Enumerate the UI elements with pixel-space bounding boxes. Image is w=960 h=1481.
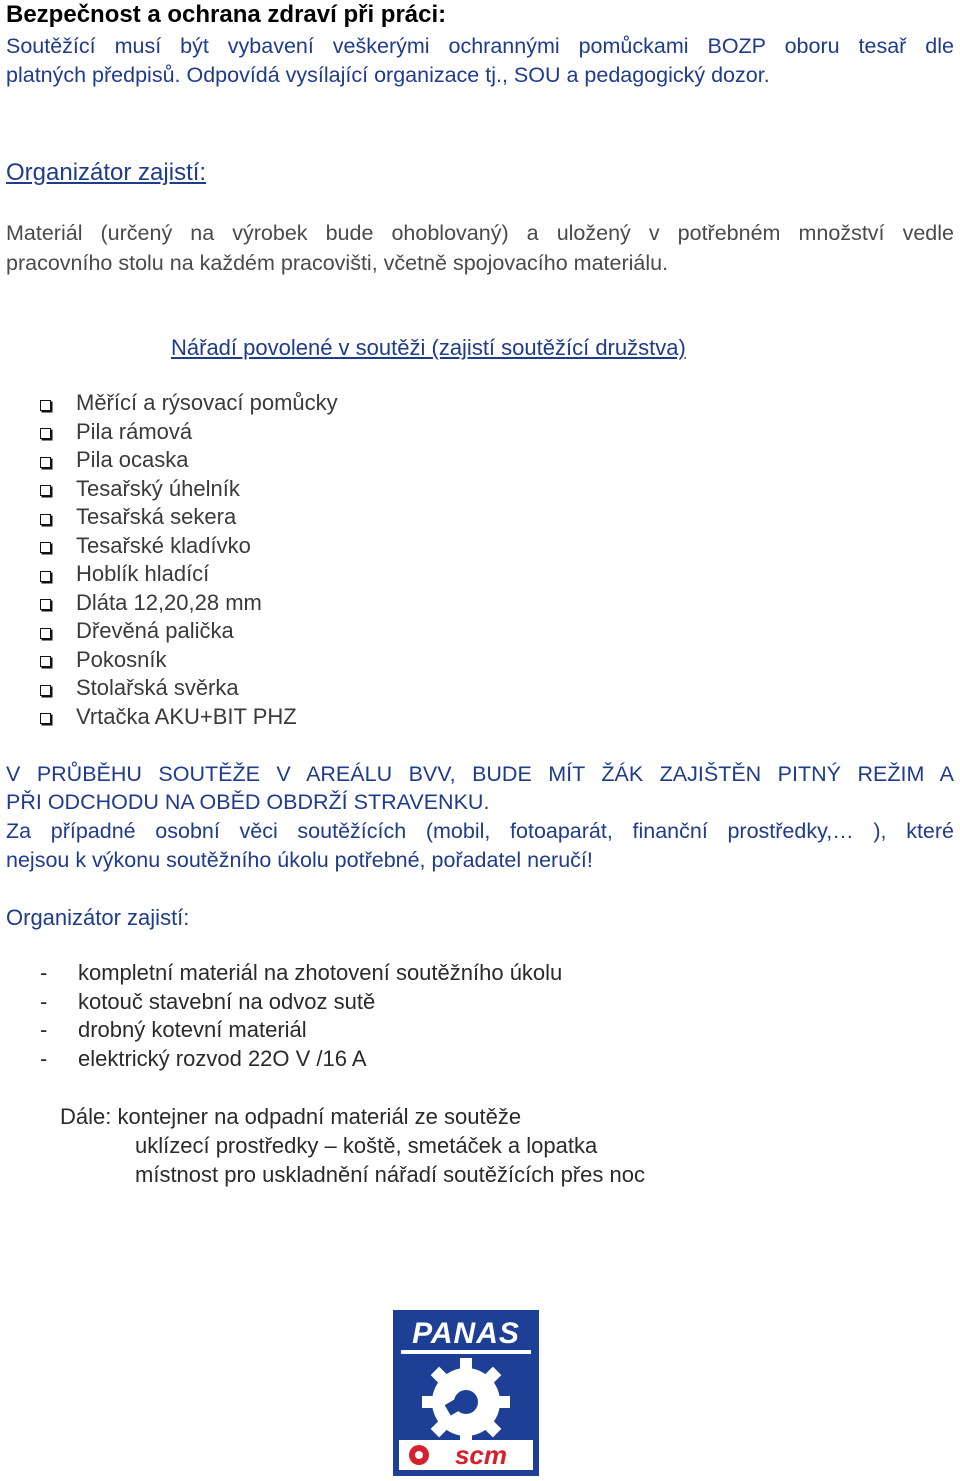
notice-line-4: nejsou k výkonu soutěžního úkolu potřebné, pořadatel neručí! [6, 848, 593, 872]
checkbox-bullet-icon [40, 571, 51, 582]
list-item-label: Vrtačka AKU+BIT PHZ [76, 703, 297, 729]
dash-bullet-icon: - [40, 1017, 48, 1042]
checkbox-bullet-icon [40, 628, 51, 639]
list-item [40, 560, 338, 589]
list-item-label: elektrický rozvod 22O V /16 A [78, 1045, 367, 1071]
list-item-label: Stolařská svěrka [76, 675, 239, 700]
list-item-label: Pila ocaska [76, 447, 189, 472]
list-item [40, 674, 338, 703]
list-item [40, 646, 338, 675]
checkbox-bullet-icon [40, 685, 51, 696]
further-line-3: místnost pro uskladnění nářadí soutěžících přes noc [135, 1162, 645, 1187]
safety-text-line-2: platných předpisů. Odpovídá vysílající organizace tj., SOU a pedagogický dozor. [6, 63, 770, 87]
list-item-label: Pila rámová [76, 418, 193, 444]
safety-text-line-1: Soutěžící musí být vybavení veškerými ochrannými pomůckami BOZP oboru tesař dle [6, 34, 954, 58]
list-item-label: Měřící a rýsovací pomůcky [76, 390, 338, 415]
dash-bullet-icon: - [40, 1045, 48, 1071]
list-item [40, 617, 338, 646]
list-item-label: Tesařská sekera [76, 504, 237, 529]
organizer-text-line-2: pracovního stolu na každém pracovišti, včetně spojovacího materiálu. [6, 251, 669, 275]
list-item [40, 475, 338, 504]
svg-text:scm: scm [454, 1440, 508, 1470]
checkbox-bullet-icon [40, 428, 51, 439]
safety-title: Bezpečnost a ochrana zdraví při práci: [6, 1, 447, 28]
list-item-label: Tesařské kladívko [76, 532, 251, 558]
list-item [40, 589, 338, 618]
list-item-label: Hoblík hladící [76, 561, 210, 586]
list-item [40, 1016, 562, 1045]
list-item [40, 418, 338, 447]
further-label: Dále: [60, 1104, 112, 1129]
list-item-label: Tesařský úhelník [76, 475, 240, 501]
tools-list [40, 389, 338, 731]
checkbox-bullet-icon [40, 514, 51, 525]
dash-bullet-icon: - [40, 960, 48, 985]
further-line-1 [60, 1102, 521, 1131]
notice-line-1: V PRŮBĚHU SOUTĚŽE V AREÁLU BVV, BUDE MÍT ŽÁK ZAJIŠTĚN PITNÝ REŽIM A [6, 762, 954, 786]
svg-text:PANAS: PANAS [412, 1317, 520, 1350]
further-text-1: kontejner na odpadní materiál ze soutěže [117, 1104, 522, 1129]
notice-line-3: Za případné osobní věci soutěžících (mobil, fotoaparát, finanční prostředky,… ), které [6, 819, 954, 843]
checkbox-bullet-icon [40, 400, 51, 411]
list-item [40, 503, 338, 532]
list-item [40, 1045, 562, 1074]
panas-scm-logo [393, 1310, 539, 1476]
list-item-label: Pokosník [76, 646, 167, 672]
list-item-label: Dřevěná palička [76, 618, 234, 643]
list-item [40, 532, 338, 561]
list-item-label: drobný kotevní materiál [78, 1017, 307, 1042]
tools-heading: Nářadí povolené v soutěži (zajistí soutěžící družstva) [171, 335, 686, 360]
list-item-label: kotouč stavební na odvoz sutě [78, 988, 376, 1014]
list-item-label: kompletní materiál na zhotovení soutěžního úkolu [78, 960, 563, 985]
list-item [40, 959, 562, 988]
dash-bullet-icon: - [40, 988, 48, 1014]
checkbox-bullet-icon [40, 599, 51, 610]
organizer-heading-2: Organizátor zajistí: [6, 905, 190, 930]
list-item-label: Dláta 12,20,28 mm [76, 589, 262, 615]
checkbox-bullet-icon [40, 485, 51, 496]
checkbox-bullet-icon [40, 457, 51, 468]
list-item [40, 703, 338, 732]
list-item [40, 988, 562, 1017]
organizer-text-line-1: Materiál (určený na výrobek bude ohoblovaný) a uložený v potřebném množství vedle [6, 221, 954, 245]
checkbox-bullet-icon [40, 713, 51, 724]
notice-line-2: PŘI ODCHODU NA OBĚD OBDRŽÍ STRAVENKU. [6, 790, 490, 814]
further-line-2: uklízecí prostředky – koště, smetáček a lopatka [135, 1133, 598, 1158]
organizer-heading-1: Organizátor zajistí: [6, 159, 207, 186]
checkbox-bullet-icon [40, 656, 51, 667]
list-item [40, 446, 338, 475]
list-item [40, 389, 338, 418]
checkbox-bullet-icon [40, 542, 51, 553]
organizer-dash-list [40, 959, 562, 1073]
